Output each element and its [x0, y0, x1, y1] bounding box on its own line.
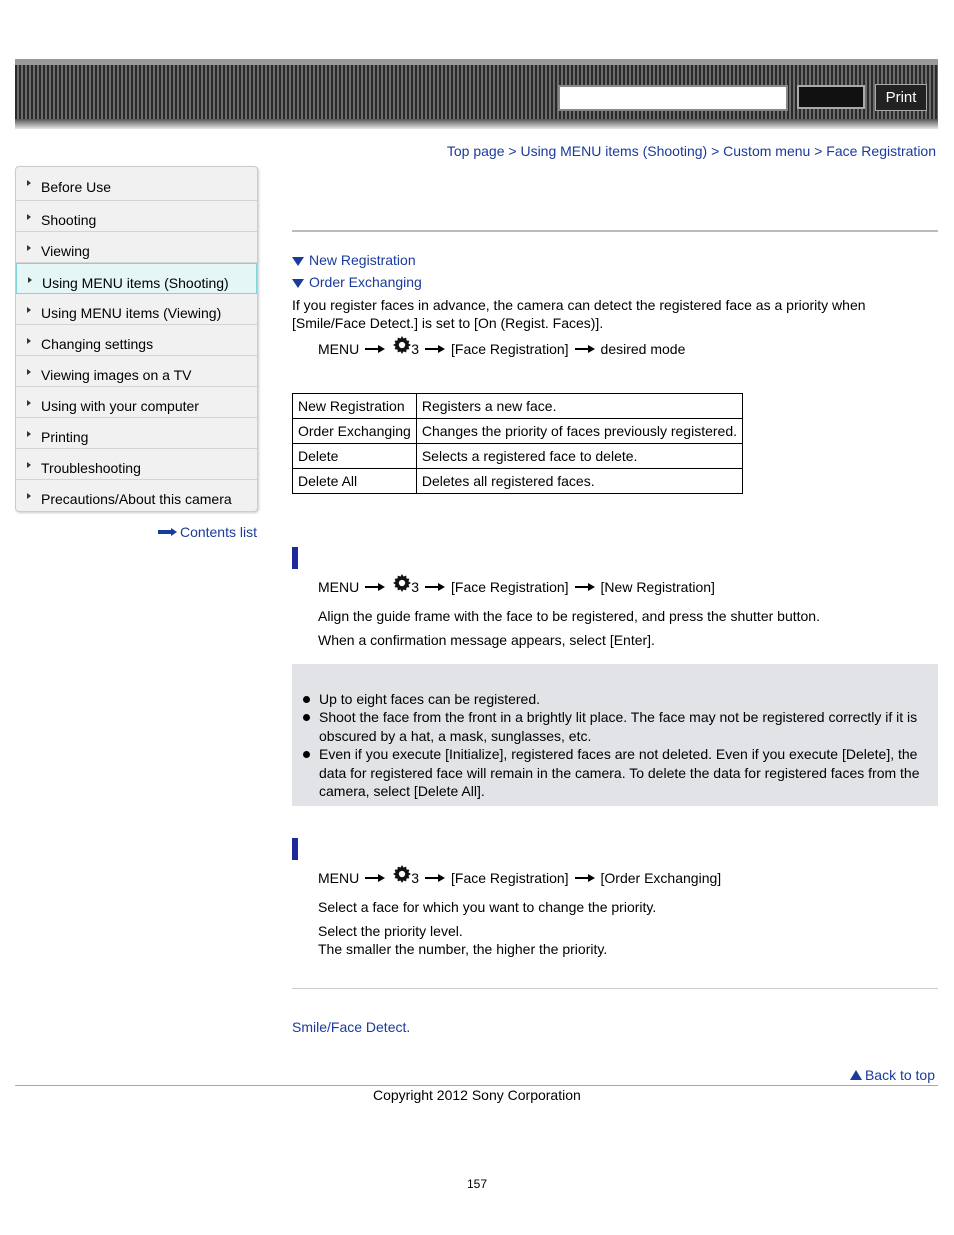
menu-tab-number: 3: [411, 870, 420, 886]
chevron-right-icon: [27, 307, 31, 313]
footer-divider: [15, 1085, 938, 1086]
chevron-right-icon: [27, 400, 31, 406]
arrow-right-icon: [575, 345, 595, 353]
arrow-right-icon: [425, 583, 445, 591]
menu-end: [Order Exchanging]: [600, 870, 722, 886]
menu-path: [318, 578, 715, 596]
arrow-right-icon: [425, 345, 445, 353]
note-item: [319, 690, 924, 709]
search-input[interactable]: [558, 85, 788, 111]
arrow-right-icon: [575, 874, 595, 882]
sidebar-item-viewing-on-tv[interactable]: [16, 356, 257, 387]
sidebar-item-shooting[interactable]: [16, 201, 257, 232]
sidebar-item-label: Using MENU items (Viewing): [41, 305, 222, 321]
menu-label: MENU: [318, 870, 360, 886]
menu-path: [318, 869, 721, 887]
chevron-right-icon: [27, 493, 31, 499]
sidebar-item-precautions[interactable]: [16, 480, 257, 511]
arrow-right-icon: [365, 583, 385, 591]
intro-text: [Smile/Face Detect.] is set to [On (Regist. Faces)].: [292, 315, 604, 331]
anchor-link-order-exchanging[interactable]: [292, 274, 422, 290]
breadcrumb-separator: >: [711, 143, 720, 159]
sidebar-item-label: Shooting: [41, 212, 97, 228]
chevron-right-icon: [27, 180, 31, 186]
arrow-right-icon: [365, 345, 385, 353]
menu-label: MENU: [318, 579, 360, 595]
sidebar-item-label: Printing: [41, 429, 89, 445]
breadcrumb-using-menu-shooting[interactable]: Using MENU items (Shooting): [520, 143, 708, 159]
title-divider: [292, 230, 938, 232]
sidebar-item-before-use[interactable]: [16, 167, 257, 201]
arrow-right-icon: [425, 874, 445, 882]
sidebar-item-label: Using with your computer: [41, 398, 199, 414]
bullet-icon: [303, 714, 310, 721]
triangle-down-icon: [292, 279, 304, 288]
table-cell: Deletes all registered faces.: [416, 469, 742, 494]
related-link-smile-face-detect[interactable]: Smile/Face Detect.: [292, 1019, 411, 1035]
breadcrumb-custom-menu[interactable]: Custom menu: [723, 143, 811, 159]
section-marker: [292, 547, 298, 569]
sidebar-item-label: Before Use: [41, 179, 112, 195]
sidebar-item-using-menu-shooting[interactable]: [16, 263, 257, 294]
search-button[interactable]: [797, 85, 865, 109]
gear-icon: [393, 336, 411, 354]
menu-label: MENU: [318, 341, 360, 357]
menu-item: [Face Registration]: [451, 341, 569, 357]
note-item: [319, 745, 924, 801]
chevron-right-icon: [27, 369, 31, 375]
chevron-right-icon: [27, 214, 31, 220]
table-row: [293, 469, 743, 494]
sidebar-item-label: Using MENU items (Shooting): [42, 275, 229, 291]
anchor-link-label: Order Exchanging: [309, 274, 422, 290]
table-row: [293, 394, 743, 419]
chevron-right-icon: [27, 431, 31, 437]
sidebar-item-using-with-computer[interactable]: [16, 387, 257, 418]
note-item: [319, 708, 924, 745]
bullet-icon: [303, 751, 310, 758]
sidebar-item-changing-settings[interactable]: [16, 325, 257, 356]
note-text: Up to eight faces can be registered.: [319, 691, 541, 707]
table-cell: Changes the priority of faces previously registered.: [416, 419, 742, 444]
table-cell: New Registration: [293, 394, 417, 419]
sidebar-item-label: Viewing images on a TV: [41, 367, 192, 383]
step-text: Select the priority level.: [318, 923, 463, 939]
table-cell: Delete All: [293, 469, 417, 494]
bullet-icon: [303, 696, 310, 703]
menu-item: [Face Registration]: [451, 870, 569, 886]
breadcrumb-face-registration[interactable]: Face Registration: [826, 143, 936, 159]
breadcrumb: [447, 143, 936, 159]
arrow-right-icon: [575, 583, 595, 591]
sidebar-item-label: Viewing: [41, 243, 90, 259]
notes-box: [292, 664, 938, 806]
gear-icon: [393, 574, 411, 592]
anchor-link-new-registration[interactable]: [292, 252, 416, 268]
divider: [292, 988, 938, 989]
back-to-top-label: Back to top: [864, 1067, 935, 1083]
sidebar-nav: [15, 166, 258, 512]
menu-end: [New Registration]: [600, 579, 715, 595]
step-text: Align the guide frame with the face to be registered, and press the shutter button.: [318, 608, 820, 624]
gear-icon: [393, 865, 411, 883]
chevron-right-icon: [27, 338, 31, 344]
menu-path: [318, 340, 685, 358]
breadcrumb-top-page[interactable]: Top page: [446, 143, 505, 159]
menu-tab-number: 3: [411, 341, 420, 357]
chevron-right-icon: [27, 245, 31, 251]
back-to-top-link[interactable]: [850, 1067, 935, 1083]
intro-text: If you register faces in advance, the camera can detect the registered face as a priority when: [292, 297, 866, 313]
table-cell: Delete: [293, 444, 417, 469]
contents-list-link[interactable]: [158, 524, 257, 540]
page-number: 157: [467, 1177, 488, 1191]
table-row: [293, 444, 743, 469]
sidebar-item-using-menu-viewing[interactable]: [16, 294, 257, 325]
menu-tab-number: 3: [411, 579, 420, 595]
sidebar-item-viewing[interactable]: [16, 232, 257, 263]
table-cell: Order Exchanging: [293, 419, 417, 444]
arrow-right-icon: [158, 528, 178, 536]
step-text: The smaller the number, the higher the priority.: [318, 941, 608, 957]
section-marker: [292, 838, 298, 860]
print-button[interactable]: Print: [875, 84, 927, 111]
note-text: Shoot the face from the front in a brightly lit place. The face may not be registered correctly if it is obscured by a hat, a mask, sunglasses, etc.: [319, 709, 918, 744]
copyright-text: Copyright 2012 Sony Corporation: [373, 1087, 581, 1103]
table-row: [293, 419, 743, 444]
note-text: Even if you execute [Initialize], registered faces are not deleted. Even if you execute [Delete], the data for registered face will remain in the camera. To delete the data for registered faces from the camera, select [Delete All].: [319, 746, 920, 799]
chevron-right-icon: [28, 277, 32, 283]
arrow-right-icon: [365, 874, 385, 882]
triangle-up-icon: [850, 1070, 862, 1080]
table-cell: Registers a new face.: [416, 394, 742, 419]
triangle-down-icon: [292, 257, 304, 266]
chevron-right-icon: [27, 462, 31, 468]
anchor-link-label: New Registration: [309, 252, 416, 268]
contents-list-label: Contents list: [179, 524, 257, 540]
breadcrumb-separator: >: [508, 143, 517, 159]
sidebar-item-troubleshooting[interactable]: [16, 449, 257, 480]
menu-end: desired mode: [600, 341, 686, 357]
sidebar-item-label: Troubleshooting: [41, 460, 141, 476]
step-text: When a confirmation message appears, select [Enter].: [318, 632, 655, 648]
mode-table: [292, 393, 743, 494]
step-text: Select a face for which you want to change the priority.: [318, 899, 657, 915]
sidebar-item-label: Precautions/About this camera: [41, 491, 232, 507]
table-cell: Selects a registered face to delete.: [416, 444, 742, 469]
breadcrumb-separator: >: [814, 143, 823, 159]
sidebar-item-printing[interactable]: [16, 418, 257, 449]
sidebar-item-label: Changing settings: [41, 336, 154, 352]
menu-item: [Face Registration]: [451, 579, 569, 595]
